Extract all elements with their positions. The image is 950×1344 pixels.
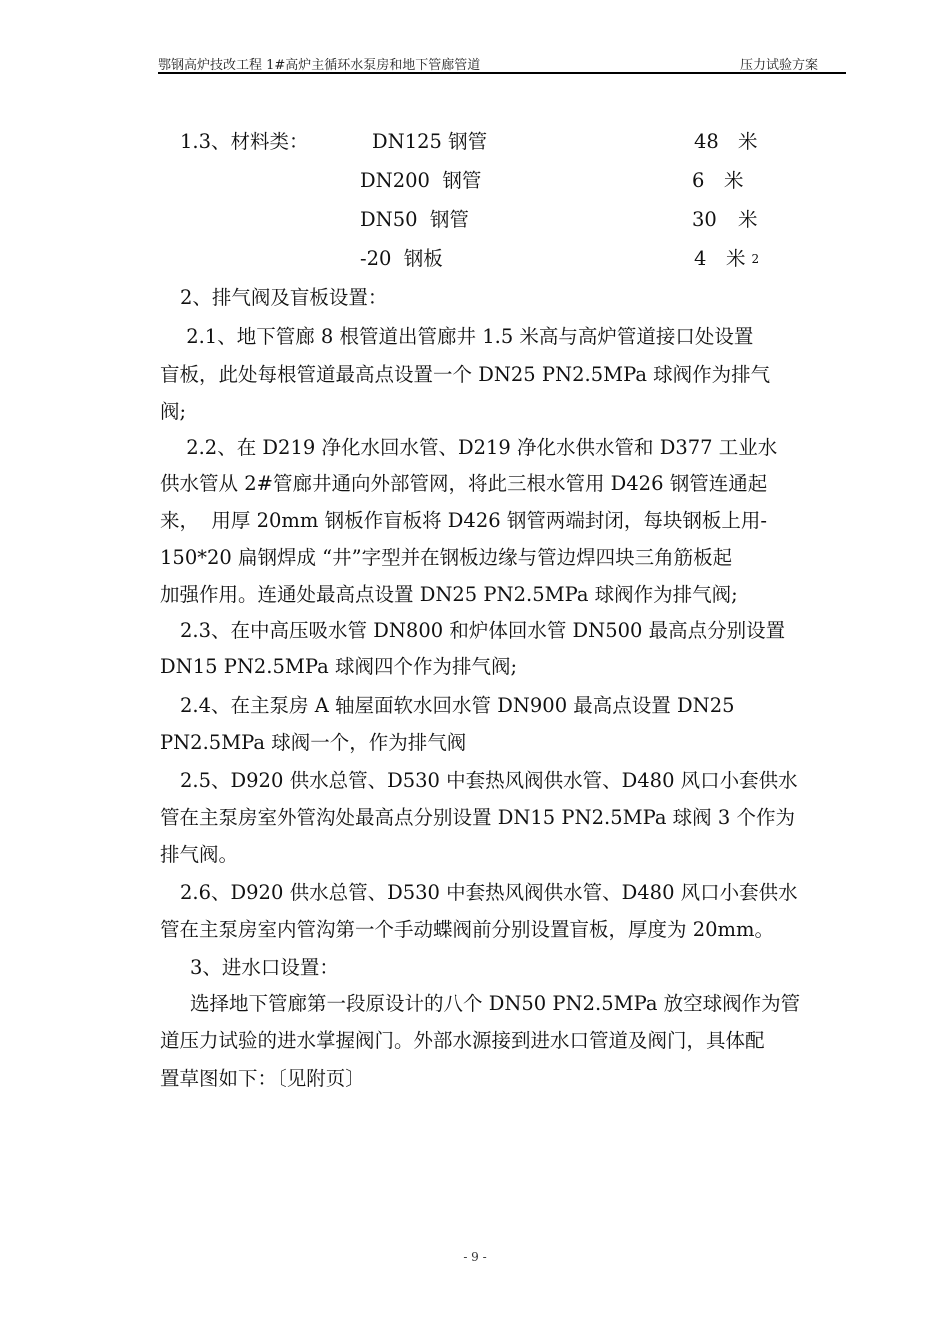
paragraph-line: 管在主泵房室内管沟第一个手动蝶阀前分别设置盲板，厚度为 20mm。 xyxy=(160,918,774,941)
paragraph-line: 2.2、在 D219 净化水回水管、D219 净化水供水管和 D377 工业水 xyxy=(180,436,778,459)
material-name: -20 钢板 xyxy=(360,247,443,270)
material-name: DN125 钢管 xyxy=(372,130,488,153)
paragraph-line: 2.3、在中高压吸水管 DN800 和炉体回水管 DN500 最高点分别设置 xyxy=(180,619,786,642)
paragraph-line: 盲板，此处每根管道最高点设置一个 DN25 PN2.5MPa 球阀作为排气 xyxy=(160,363,771,386)
paragraph-line: 阀; xyxy=(160,400,187,423)
materials-label: 1.3、材料类： xyxy=(180,130,309,153)
material-name: DN50 钢管 xyxy=(360,208,469,231)
paragraph-line: 来， 用厚 20mm 钢板作盲板将 D426 钢管两端封闭，每块钢板上用- xyxy=(160,509,767,532)
paragraph-line: 2.1、地下管廊 8 根管道出管廊井 1.5 米高与高炉管道接口处设置 xyxy=(180,325,754,348)
paragraph-line: PN2.5MPa 球阀一个，作为排气阀 xyxy=(160,731,467,754)
paragraph-line: 管在主泵房室外管沟处最高点分别设置 DN15 PN2.5MPa 球阀 3 个作为 xyxy=(160,806,795,829)
material-unit: 米 xyxy=(738,208,758,231)
header-title: 鄂钢高炉技改工程 1#高炉主循环水泵房和地下管廊管道 xyxy=(158,58,481,73)
paragraph-line: 加强作用。连通处最高点设置 DN25 PN2.5MPa 球阀作为排气阀; xyxy=(160,583,738,606)
section-heading: 2、排气阀及盲板设置： xyxy=(180,286,388,309)
material-name: DN200 钢管 xyxy=(360,169,482,192)
paragraph-line: 供水管从 2#管廊井通向外部管网，将此三根水管用 D426 钢管连通起 xyxy=(160,472,768,495)
section-heading: 3、进水口设置： xyxy=(190,956,339,979)
material-unit xyxy=(726,247,759,273)
paragraph-line: 选择地下管廊第一段原设计的八个 DN50 PN2.5MPa 放空球阀作为管 xyxy=(190,992,801,1015)
paragraph-line: 150*20 扁钢焊成 “井”字型并在钢板边缘与管边焊四块三角筋板起 xyxy=(160,546,733,569)
material-qty: 48 xyxy=(694,130,719,153)
unit-superscript: 2 xyxy=(751,252,760,266)
paragraph-line: 置草图如下：〔见附页〕 xyxy=(160,1067,365,1090)
paragraph-line: 2.4、在主泵房 A 轴屋面软水回水管 DN900 最高点设置 DN25 xyxy=(180,694,735,717)
page-number: - 9 - xyxy=(463,1250,487,1264)
paragraph-line: DN15 PN2.5MPa 球阀四个作为排气阀; xyxy=(160,655,518,678)
unit-text: 米 xyxy=(726,247,746,270)
paragraph-line: 2.6、D920 供水总管、D530 中套热风阀供水管、D480 风口小套供水 xyxy=(180,881,798,904)
page-header xyxy=(158,52,846,74)
material-qty: 6 xyxy=(692,169,705,192)
material-unit: 米 xyxy=(724,169,744,192)
paragraph-line: 道压力试验的进水掌握阀门。外部水源接到进水口管道及阀门，具体配 xyxy=(160,1029,765,1052)
material-qty: 4 xyxy=(694,247,707,270)
header-doc-type: 压力试验方案 xyxy=(739,58,818,73)
material-qty: 30 xyxy=(692,208,717,231)
material-unit: 米 xyxy=(738,130,758,153)
paragraph-line: 2.5、D920 供水总管、D530 中套热风阀供水管、D480 风口小套供水 xyxy=(180,769,798,792)
paragraph-line: 排气阀。 xyxy=(160,843,239,866)
